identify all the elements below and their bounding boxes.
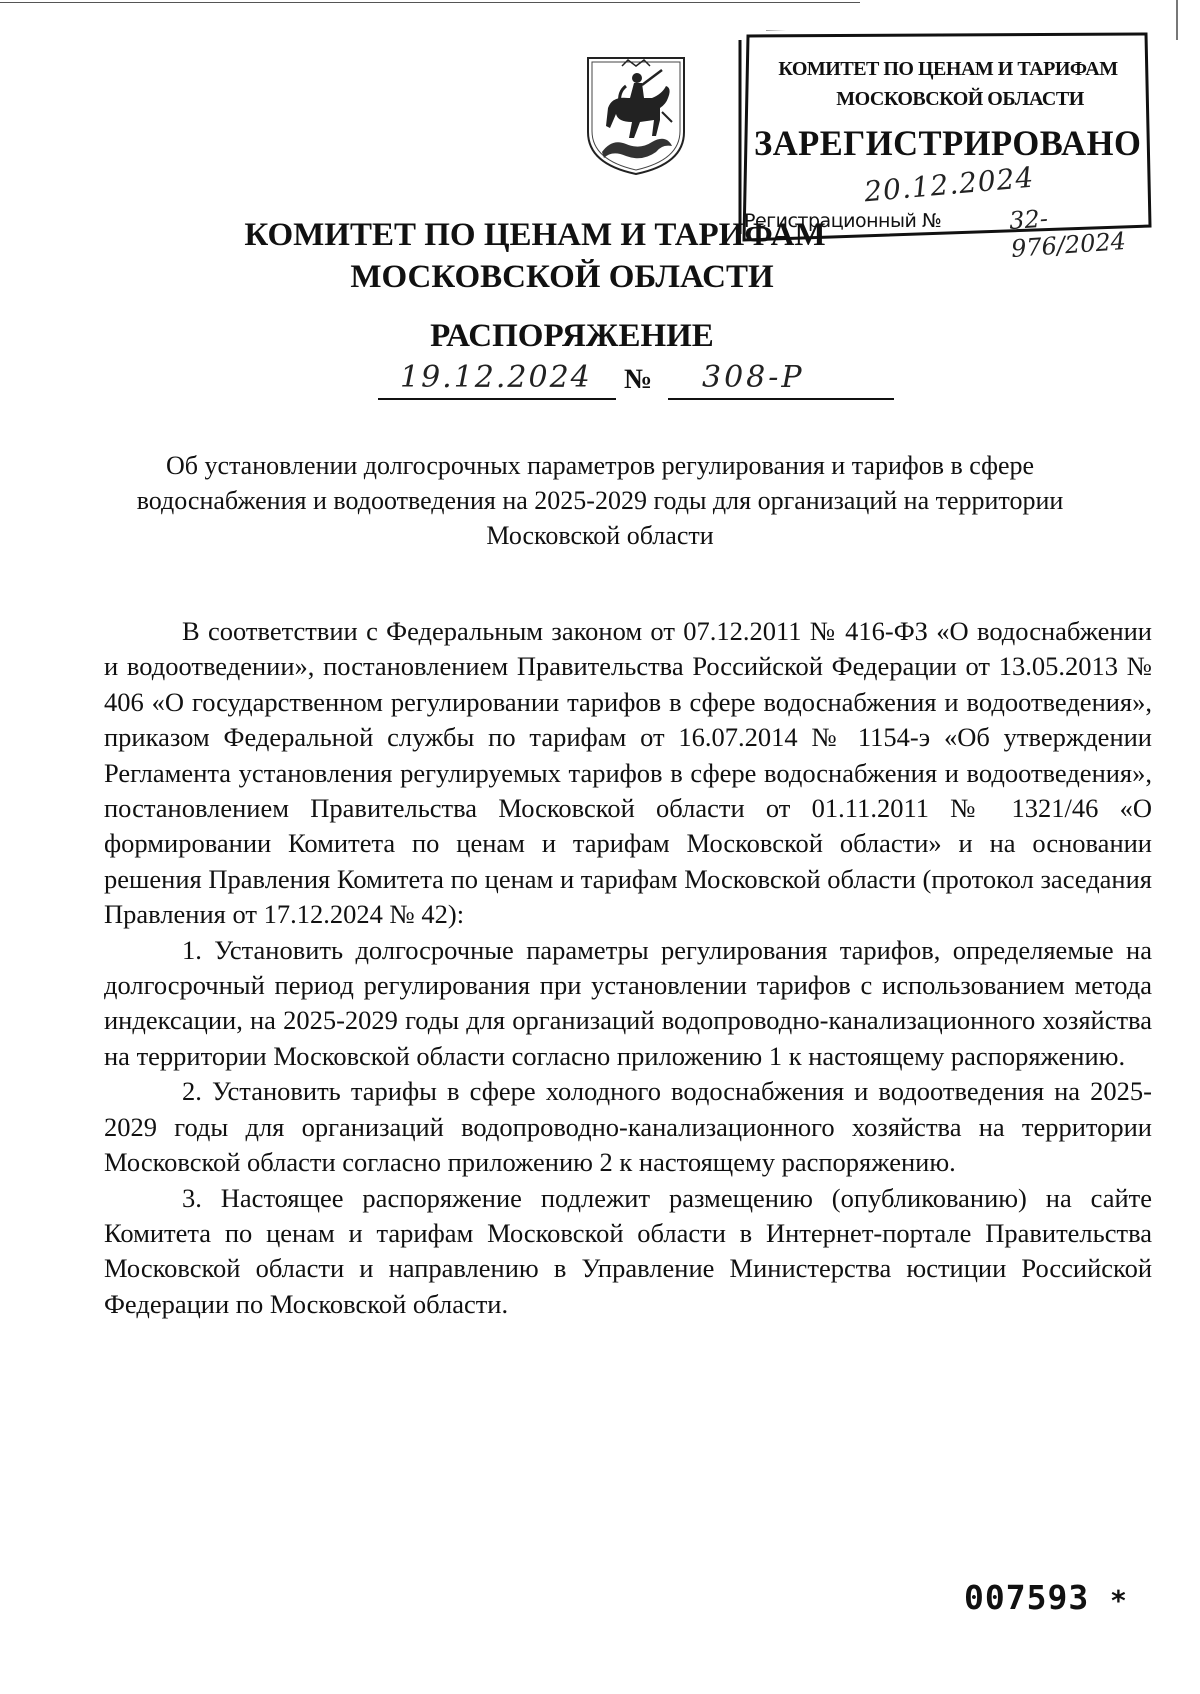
stamp-reg-label: Регистрационный № (744, 210, 942, 232)
stamp-date: 20.12.2024 (862, 160, 1036, 209)
number-field (668, 360, 894, 400)
serial-mark: * (1110, 1584, 1127, 1617)
coat-of-arms-icon (582, 52, 690, 178)
document-subject: Об установлении долгосрочных параметров регулирования и тарифов в сфере водоснабжения и водоотведения на 2025-2029 годы для организаций на территории Московской области (136, 451, 1064, 550)
scan-edge-mark (1176, 0, 1178, 40)
item-2-paragraph: 2. Установить тарифы в сфере холодного водоснабжения и водоотведения на 2025-2029 годы для организаций водопроводно-канализационного хозяйства на территории Московской области согласно приложению 2 к настоящему распоряжению. (104, 1076, 1152, 1178)
serial-number: 007593 (964, 1578, 1090, 1617)
document-type: РАСПОРЯЖЕНИЕ (430, 318, 714, 354)
committee-title-line1: КОМИТЕТ ПО ЦЕНАМ И ТАРИФАМ (244, 217, 826, 253)
stamp-org-line2: МОСКОВСКОЙ ОБЛАСТИ (836, 88, 1084, 110)
preamble-paragraph: В соответствии с Федеральным законом от 07.12.2011 № 416-ФЗ «О водоснабжении и водоотведении», постановлением Правительства Российской Федерации от 13.05.2013 № 406 «О государственном регулировании тарифов в сфере водоснабжения и водоотведения», приказом Федеральной службы по тарифам от 16.07.2014 № 1154-э «Об утверждении Регламента установления регулируемых тарифов в сфере водоснабжения и водоотведения», постановлением Правительства Московской области от 01.11.2011 № 1321/46 «О формировании Комитета по ценам и тарифам Московской области» и на основании решения Правления Комитета по ценам и тарифам Московской области (протокол заседания Правления от 17.12.2024 № 42): (104, 616, 1152, 930)
document-date: 19.12.2024 (400, 360, 592, 395)
number-label: № (624, 364, 653, 395)
stamp-status: ЗАРЕГИСТРИРОВАНО (754, 123, 1142, 163)
date-field (378, 360, 616, 400)
registration-stamp (726, 30, 1154, 263)
date-number-row (378, 360, 898, 400)
scan-edge-line (0, 2, 860, 3)
committee-title (0, 214, 1200, 298)
stamp-reg-number: 32-976/2024 (1008, 204, 1127, 263)
document-body (104, 614, 1152, 1322)
item-1-paragraph: 1. Установить долгосрочные параметры регулирования тарифов, определяемые на долгосрочный период регулирования при установлении тарифов с использованием метода индексации, на 2025-2029 годы для организаций водопроводно-канализационного хозяйства на территории Московской области согласно приложению 1 к настоящему распоряжению. (104, 934, 1152, 1071)
document-number: 308-Р (702, 360, 805, 395)
stamp-org-line1: КОМИТЕТ ПО ЦЕНАМ И ТАРИФАМ (778, 58, 1118, 80)
committee-title-line2: МОСКОВСКОЙ ОБЛАСТИ (350, 259, 774, 295)
item-3-paragraph: 3. Настоящее распоряжение подлежит размещению (опубликованию) на сайте Комитета по ценам и тарифам Московской области в Интернет-портале Правительства Московской области и направлению в Управление Министерства юстиции Российской Федерации по Московской области. (104, 1182, 1152, 1319)
